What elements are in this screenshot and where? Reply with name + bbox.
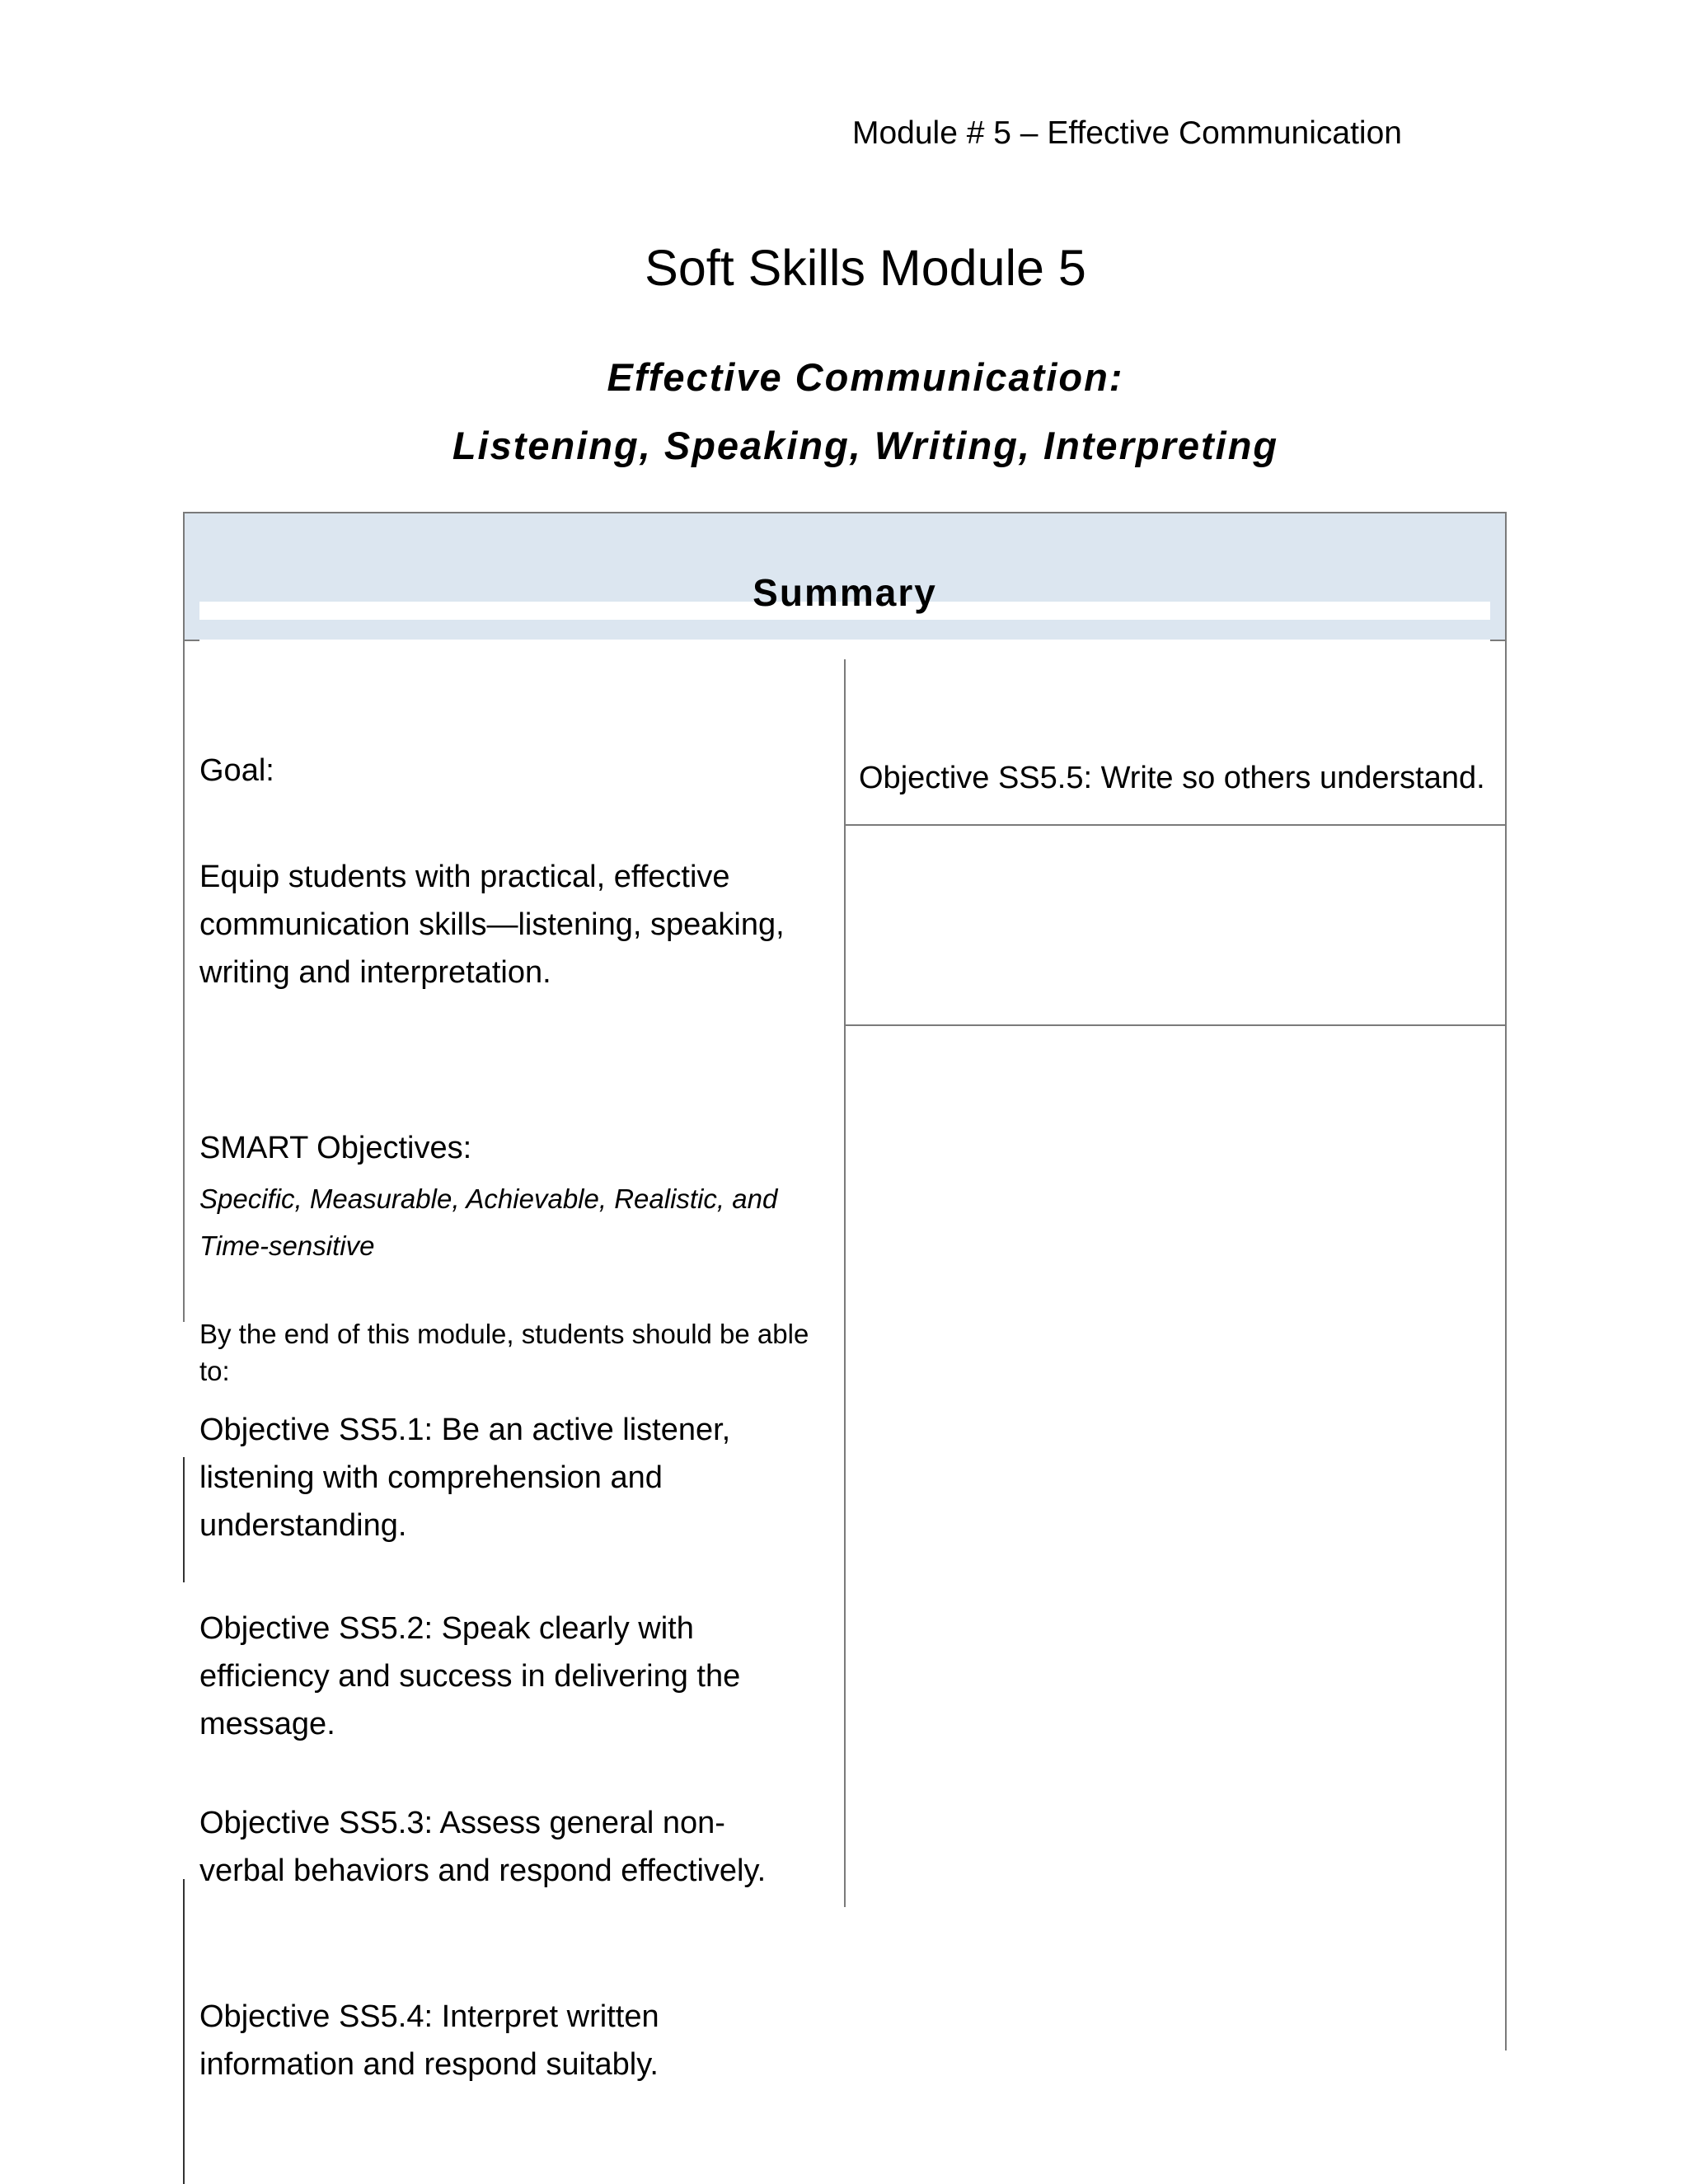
objective-ss5-1: Objective SS5.1: Be an active listener, listening with comprehension and understanding. [199,1413,731,1543]
table-header-right-border [1505,512,1507,640]
table-header-rule-left [183,640,199,641]
subtitle-line-1: Effective Communication: [607,355,1124,399]
table-left-border-upper [183,640,185,1322]
document-title: Soft Skills Module 5 [645,240,1086,296]
table-left-border-lower [183,1879,185,2184]
goal-text: Equip students with practical, effective communication skills—listening, speaking, writing and interpretation. [199,860,785,990]
page-header: Module # 5 – Effective Communication [852,115,1402,151]
table-header-rule-right [1490,640,1507,641]
goal-label: Goal: [199,753,274,788]
subtitle-line-2: Listening, Speaking, Writing, Interpreting [452,424,1279,467]
table-right-border [1505,640,1507,2050]
summary-heading: Summary [753,571,937,614]
objective-ss5-4: Objective SS5.4: Interpret written information and respond suitably. [199,1999,659,2082]
table-column-divider [844,659,846,1907]
table-left-border-middle [183,1457,185,1582]
table-header-left-border [183,512,185,640]
objectives-intro: By the end of this module, students should be able to: [199,1319,809,1386]
smart-objectives-label: SMART Objectives: [199,1131,472,1165]
smart-definition: Specific, Measurable, Achievable, Realistic, and Time-sensitive [199,1183,778,1261]
objective-ss5-5: Objective SS5.5: Write so others understand. [859,761,1485,795]
table-top-border [183,512,1507,513]
right-cell-rule-2 [844,1024,1507,1026]
objective-ss5-2: Objective SS5.2: Speak clearly with efficiency and success in delivering the message. [199,1611,741,1741]
objective-ss5-3: Objective SS5.3: Assess general non-verbal behaviors and respond effectively. [199,1806,767,1888]
right-cell-rule-1 [844,824,1507,826]
